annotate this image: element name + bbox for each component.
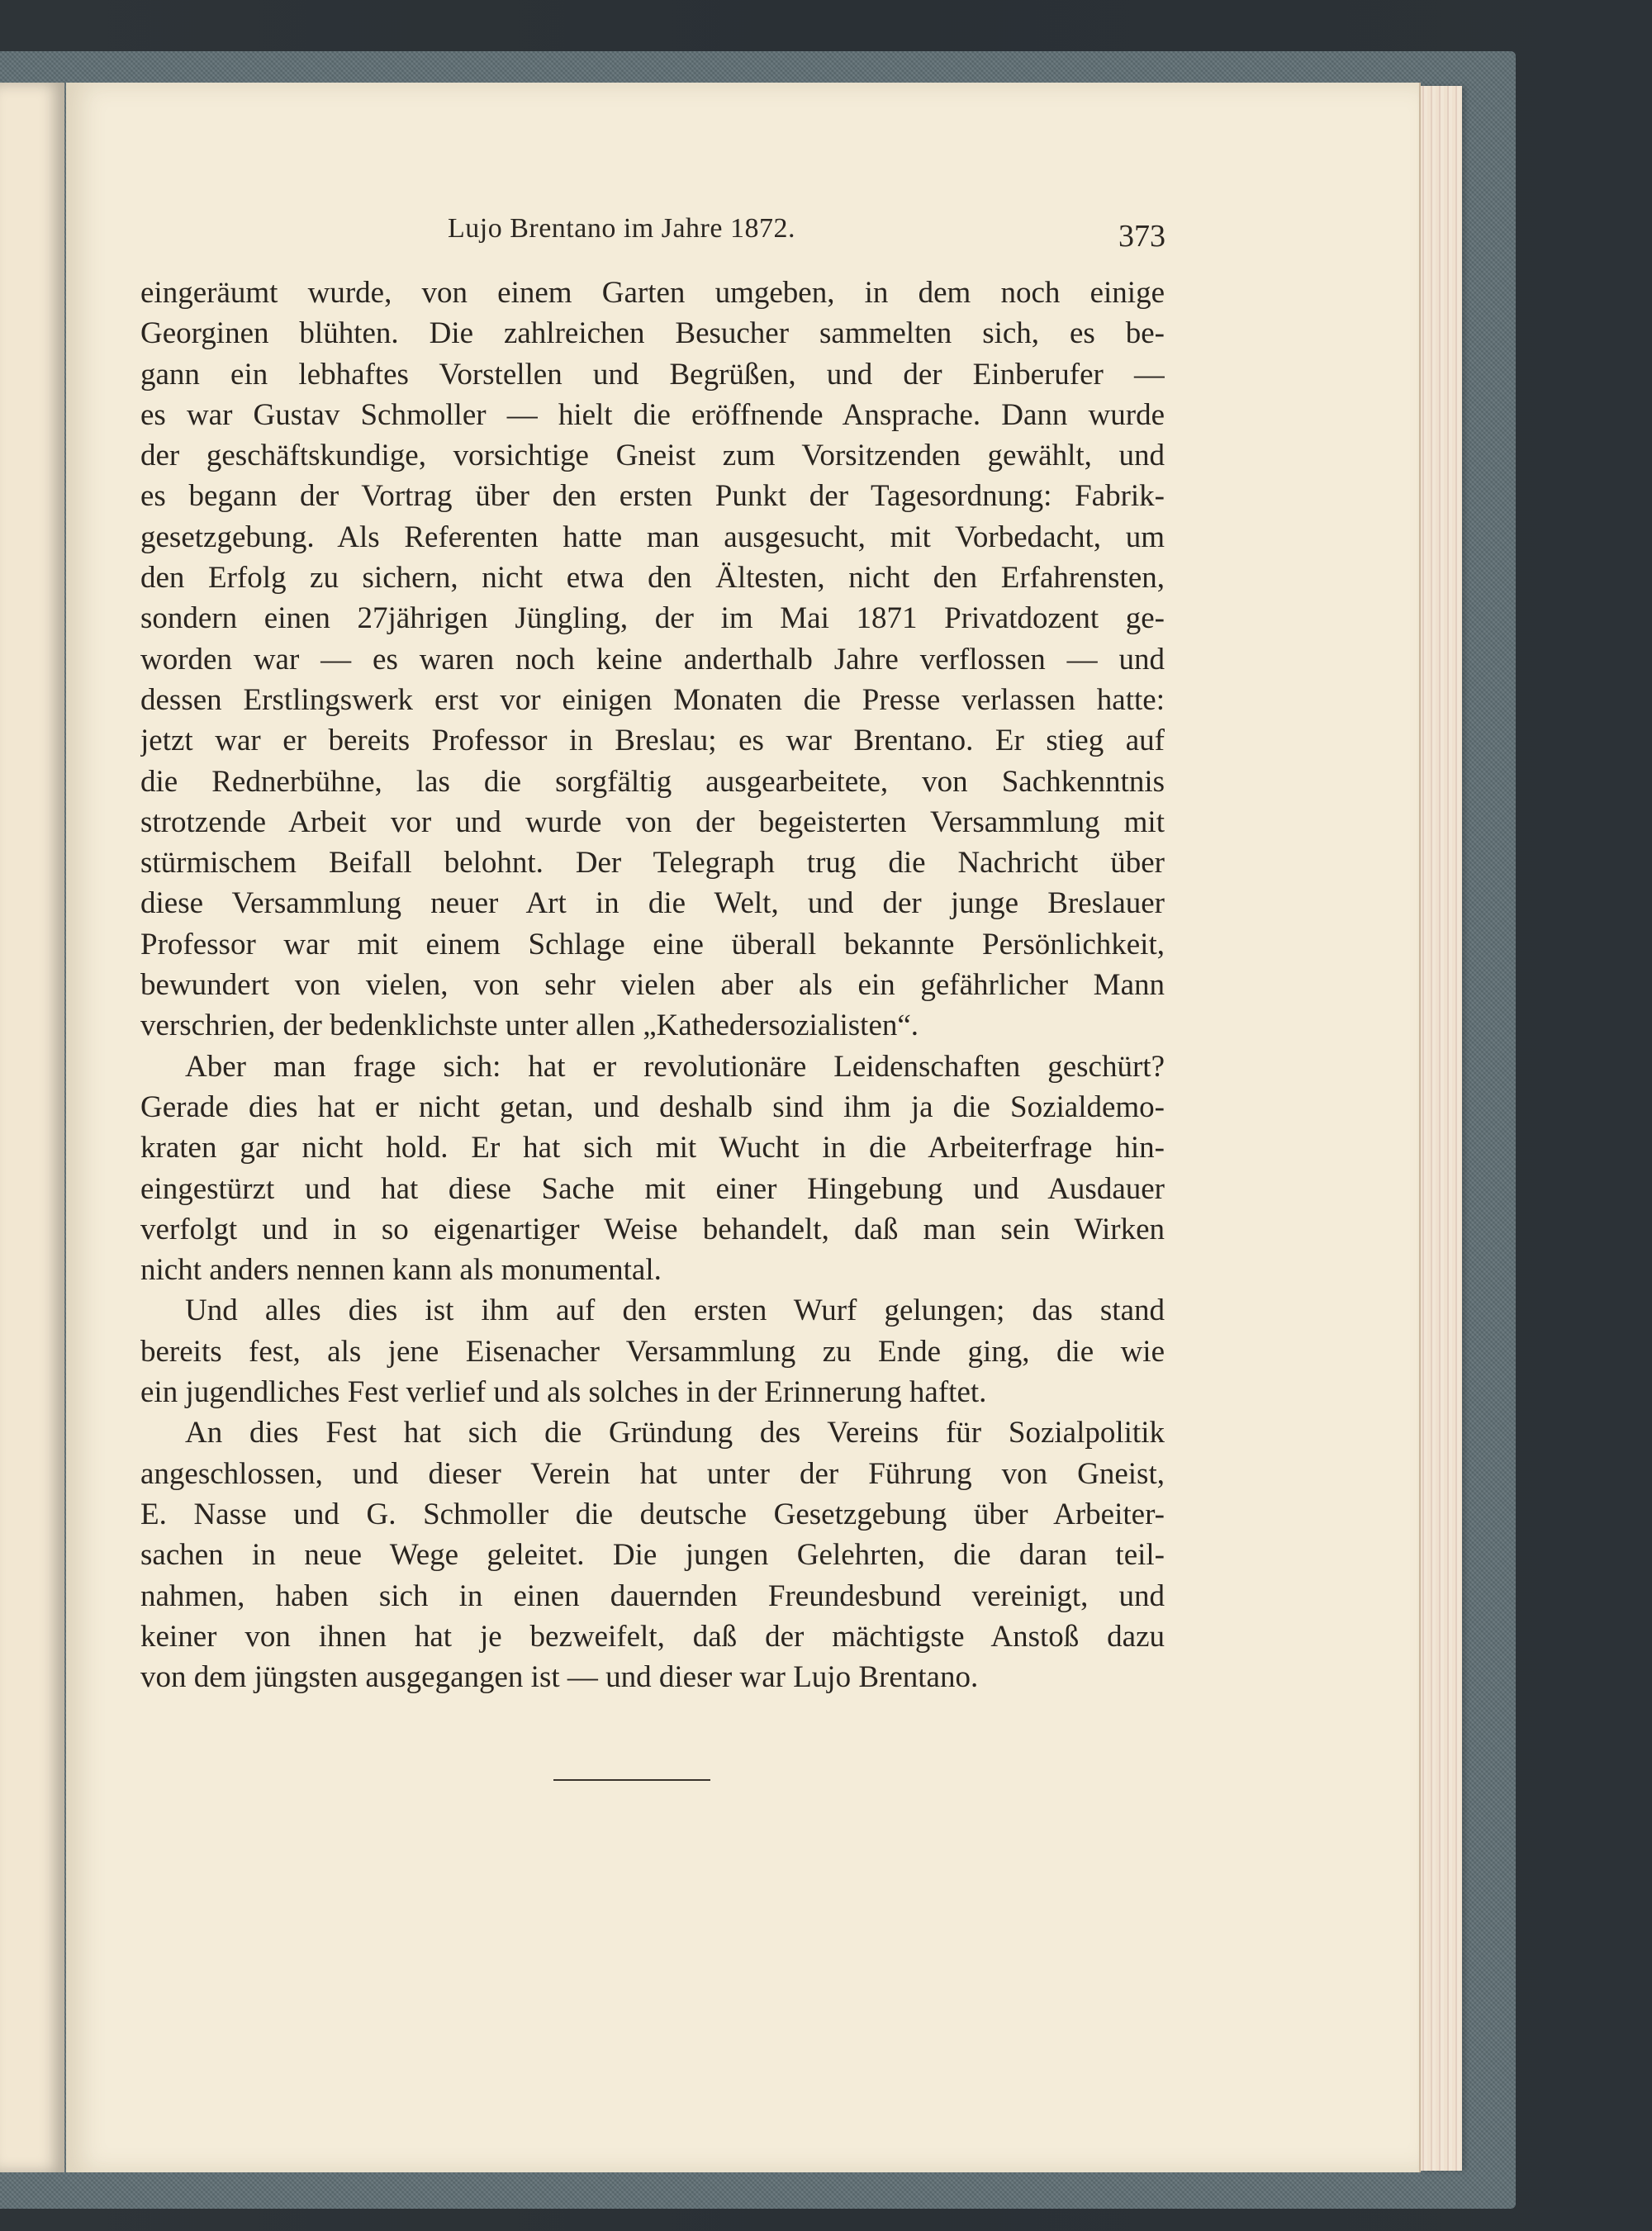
text-line: es war Gustav Schmoller — hielt die eröffnende Ansprache. Dann wurde xyxy=(140,397,1165,432)
text-line: strotzende Arbeit vor und wurde von der begeisterten Versammlung mit xyxy=(140,805,1165,839)
text-line: nahmen, haben sich in einen dauernden Freundesbund vereinigt, und xyxy=(140,1578,1165,1613)
text-line: gann ein lebhaftes Vorstellen und Begrüßen, und der Einberufer — xyxy=(140,357,1165,392)
paragraph xyxy=(140,1290,1165,1412)
text-line: die Rednerbühne, las die sorgfältig ausgearbeitete, von Sachkenntnis xyxy=(140,764,1165,799)
text-line: sondern einen 27jährigen Jüngling, der im Mai 1871 Privatdozent ge- xyxy=(140,601,1165,636)
text-line: Gerade dies hat er nicht getan, und deshalb sind ihm ja die Sozialdemo- xyxy=(140,1089,1165,1124)
text-line: Und alles dies ist ihm auf den ersten Wurf gelungen; das stand xyxy=(185,1294,1165,1328)
text-line: Georginen blühten. Die zahlreichen Besucher sammelten sich, es be- xyxy=(140,316,1165,351)
text-line: sachen in neue Wege geleitet. Die jungen Gelehrten, die daran teil- xyxy=(140,1538,1165,1573)
text-line: ein jugendliches Fest verlief und als solches in der Erinnerung haftet. xyxy=(140,1375,987,1410)
text-line: diese Versammlung neuer Art in die Welt, und der junge Breslauer xyxy=(140,886,1165,921)
text-line: von dem jüngsten ausgegangen ist — und dieser war Lujo Brentano. xyxy=(140,1660,979,1695)
text-line: dessen Erstlingswerk erst vor einigen Monaten die Presse verlassen hatte: xyxy=(140,682,1165,717)
page-number: 373 xyxy=(1118,219,1165,254)
text-line: der geschäftskundige, vorsichtige Gneist zum Vorsitzenden gewählt, und xyxy=(140,439,1165,473)
text-line: Aber man frage sich: hat er revolutionäre Leidenschaften geschürt? xyxy=(185,1049,1165,1084)
page-fore-edges xyxy=(1419,86,1462,2171)
text-line: verfolgt und in so eigenartiger Weise behandelt, daß man sein Wirken xyxy=(140,1212,1165,1246)
running-head: Lujo Brentano im Jahre 1872. xyxy=(448,213,795,244)
body-text xyxy=(140,273,1165,1697)
page-header xyxy=(140,213,1165,263)
text-line: bereits fest, als jene Eisenacher Versammlung zu Ende ging, die wie xyxy=(140,1334,1165,1369)
text-line: An dies Fest hat sich die Gründung des Vereins für Sozialpolitik xyxy=(185,1416,1165,1450)
text-line: stürmischem Beifall belohnt. Der Telegraph trug die Nachricht über xyxy=(140,846,1165,881)
text-line: worden war — es waren noch keine anderthalb Jahre verflossen — und xyxy=(140,642,1165,676)
paragraph xyxy=(140,1412,1165,1697)
text-line: nicht anders nennen kann als monumental. xyxy=(140,1253,662,1288)
text-line: Professor war mit einem Schlage eine überall bekannte Persönlichkeit, xyxy=(140,927,1165,961)
text-line: verschrien, der bedenklichste unter allen „Kathedersozialisten“. xyxy=(140,1009,919,1043)
text-line: angeschlossen, und dieser Verein hat unter der Führung von Gneist, xyxy=(140,1456,1165,1491)
text-line: eingeräumt wurde, von einem Garten umgeben, in dem noch einige xyxy=(140,276,1165,310)
paragraph xyxy=(140,273,1165,1047)
text-line: eingestürzt und hat diese Sache mit einer Hingebung und Ausdauer xyxy=(140,1171,1165,1206)
paragraph xyxy=(140,1047,1165,1291)
text-line: es begann der Vortrag über den ersten Punkt der Tagesordnung: Fabrik- xyxy=(140,479,1165,514)
text-line: kraten gar nicht hold. Er hat sich mit Wucht in die Arbeiterfrage hin- xyxy=(140,1131,1165,1165)
text-line: keiner von ihnen hat je bezweifelt, daß der mächtigste Anstoß dazu xyxy=(140,1619,1165,1654)
page-edge-line xyxy=(1419,83,1421,2172)
text-line: den Erfolg zu sichern, nicht etwa den Ältesten, nicht den Erfahrensten, xyxy=(140,561,1165,596)
text-line: gesetzgebung. Als Referenten hatte man ausgesucht, mit Vorbedacht, um xyxy=(140,520,1165,554)
text-line: jetzt war er bereits Professor in Breslau; es war Brentano. Er stieg auf xyxy=(140,724,1165,758)
text-line: bewundert von vielen, von sehr vielen aber als ein gefährlicher Mann xyxy=(140,968,1165,1003)
facing-page-edge xyxy=(0,83,64,2172)
text-line: E. Nasse und G. Schmoller die deutsche Gesetzgebung über Arbeiter- xyxy=(140,1497,1165,1531)
end-rule xyxy=(553,1779,710,1781)
